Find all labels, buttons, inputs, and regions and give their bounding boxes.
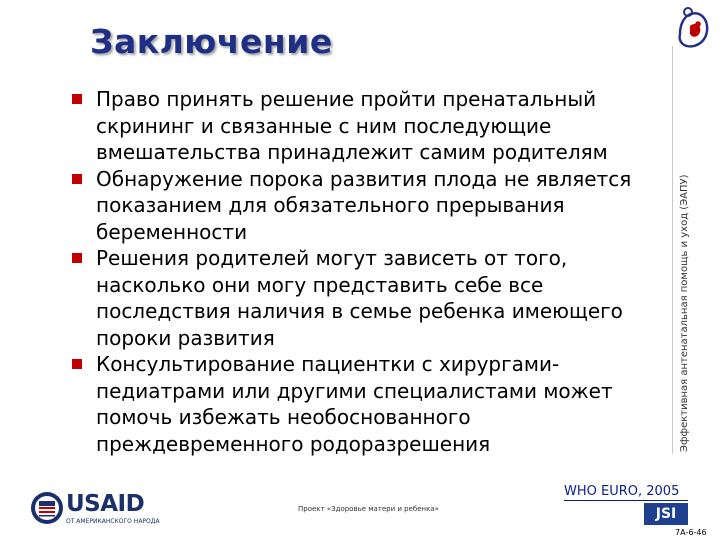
square-bullet-icon — [72, 359, 82, 369]
square-bullet-icon — [72, 253, 82, 263]
usaid-logo-text: USAID — [66, 491, 145, 517]
who-credit: WHO EURO, 2005 — [564, 484, 680, 499]
square-bullet-icon — [72, 174, 82, 184]
jsi-logo-text: JSI — [655, 506, 677, 522]
side-caption: Эффективная антенатальная помощь и уход (ЭАПУ) — [679, 174, 690, 452]
list-item: Решения родителей могут зависеть от того, насколько они могу представить себе все последствия наличия в семье ребенка имеющего пороки развития — [72, 245, 672, 351]
jsi-logo — [644, 503, 688, 525]
list-item: Обнаружение порока развития плода не является показанием для обязательного прерывания беременности — [72, 166, 672, 246]
slide-number: 7А-6-46 — [675, 528, 707, 537]
usaid-seal-icon — [30, 491, 64, 525]
project-caption: Проект «Здоровье матери и ребенка» — [298, 505, 439, 513]
square-bullet-icon — [72, 94, 82, 104]
usaid-tagline: ОТ АМЕРИКАНСКОГО НАРОДА — [66, 518, 160, 525]
bullet-list — [72, 86, 672, 457]
vertical-divider — [672, 46, 673, 454]
mother-and-baby-logo-icon — [674, 4, 714, 50]
who-underline — [564, 500, 688, 501]
slide-title: Заключение — [90, 22, 333, 61]
list-item: Консультирование пациентки с хирургами-педиатрами или другими специалистами может помочь избежать необоснованного преждевременного родоразрешения — [72, 351, 672, 457]
list-item: Право принять решение пройти пренатальный скрининг и связанные с ним последующие вмешательства принадлежит самим родителям — [72, 86, 672, 166]
